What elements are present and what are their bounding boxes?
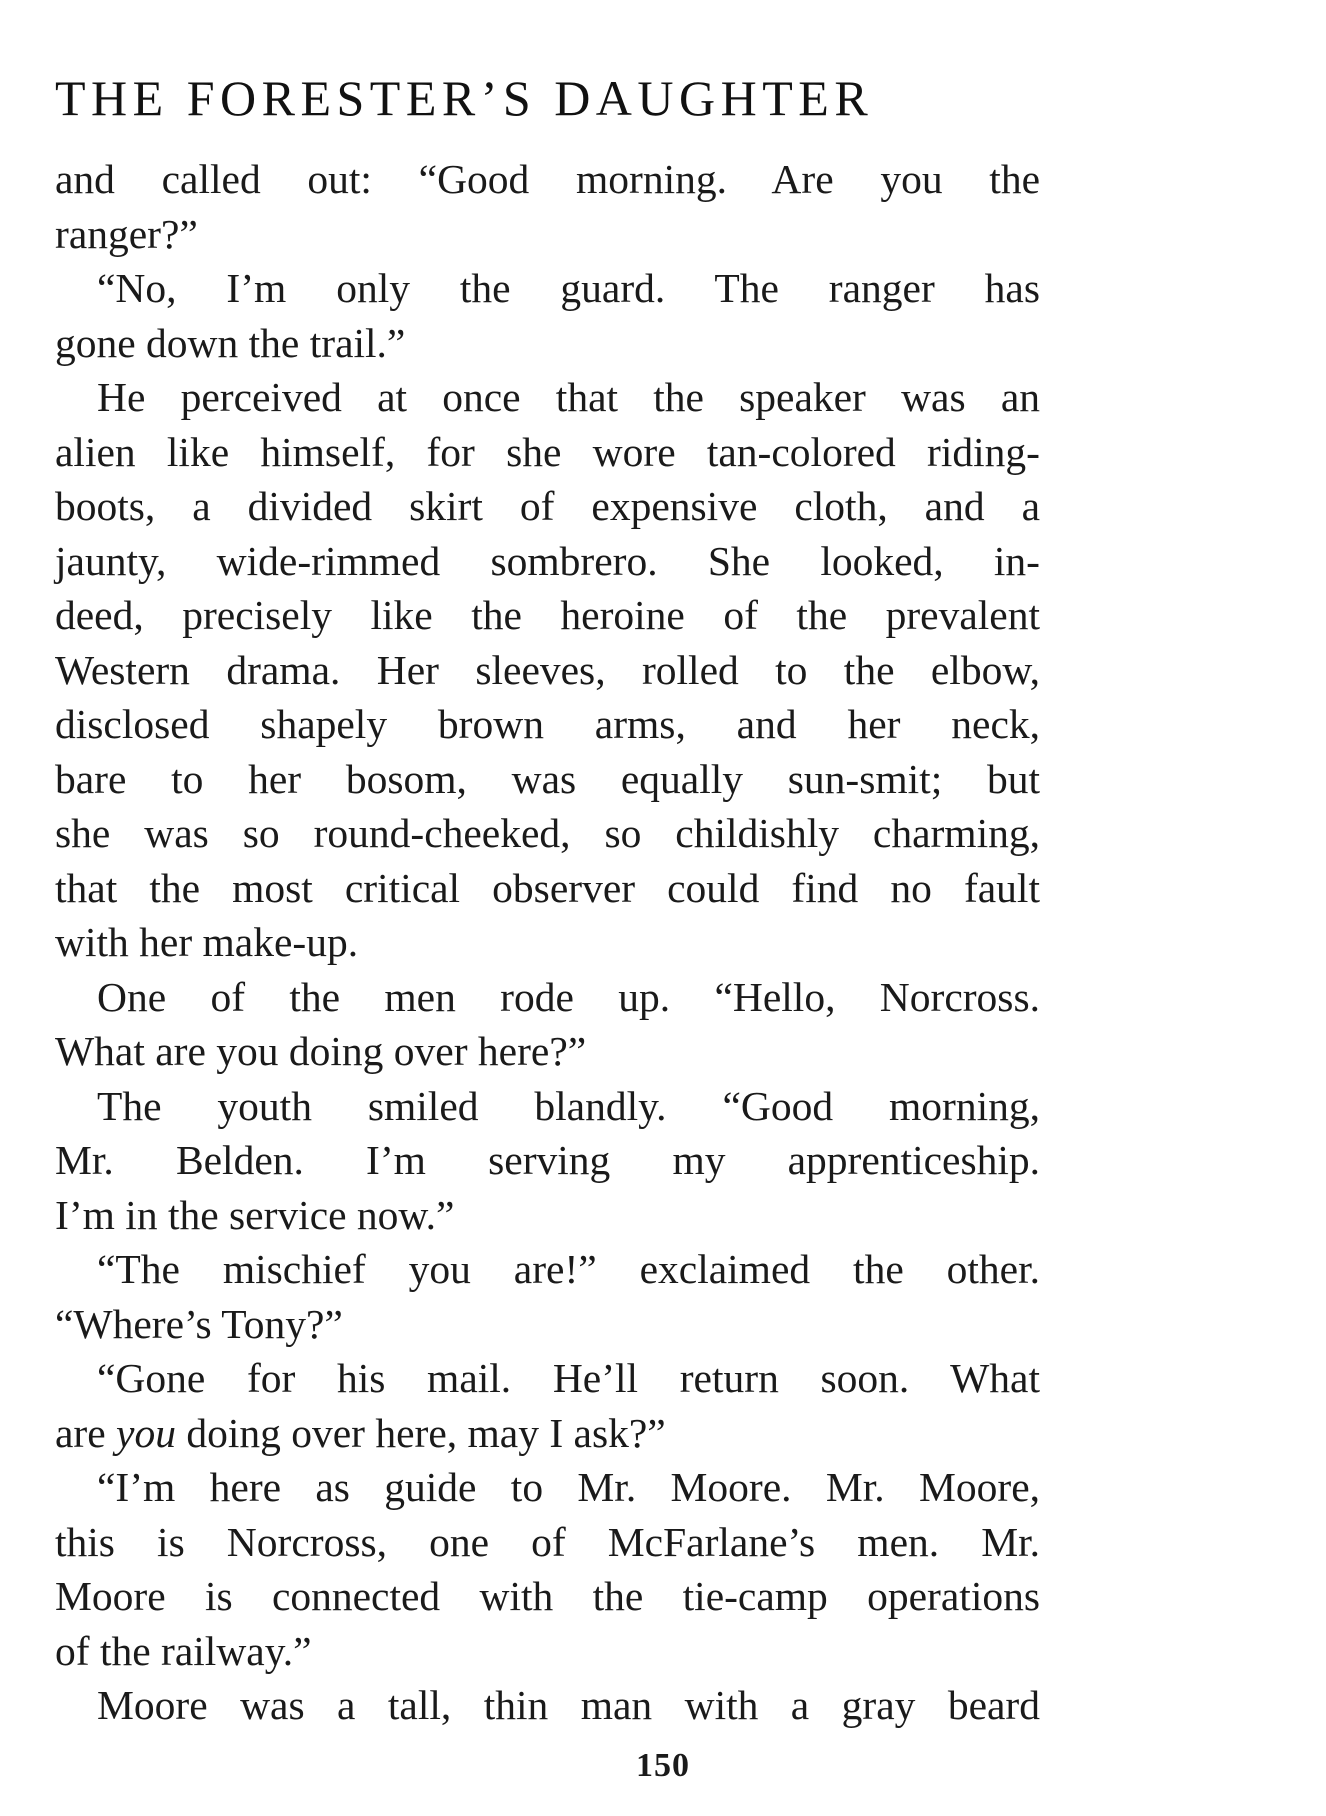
text-line: One of the men rode up. “Hello, Norcross. [97, 973, 1040, 1020]
text-segment: doing over here, may I ask?” [175, 1409, 666, 1456]
text-line: gone down the trail.” [55, 319, 406, 366]
text-line: Moore was a tall, thin man with a gray beard [97, 1682, 1040, 1728]
text-line: “Where’s Tony?” [55, 1300, 343, 1347]
text-line: boots, a divided skirt of expensive cloth, and a [55, 483, 1040, 529]
text-line: “The mischief you are!” exclaimed the other. [97, 1246, 1040, 1292]
page-number: 150 [636, 1747, 690, 1784]
text-line: alien like himself, for she wore tan-colored riding- [55, 428, 1040, 475]
italic-emphasis: you [116, 1409, 176, 1456]
text-line: she was so round-cheeked, so childishly charming, [55, 810, 1040, 856]
running-title: THE FORESTER’S DAUGHTER [55, 70, 874, 126]
text-line: that the most critical observer could find no fault [55, 864, 1040, 911]
text-line: and called out: “Good morning. Are you the [55, 156, 1040, 202]
body-text [55, 152, 1040, 1733]
text-line: What are you doing over here?” [55, 1028, 587, 1074]
text-line: The youth smiled blandly. “Good morning, [97, 1082, 1040, 1129]
text-line: disclosed shapely brown arms, and her neck, [55, 701, 1040, 747]
text-line: “No, I’m only the guard. The ranger has [97, 265, 1040, 311]
text-line: “I’m here as guide to Mr. Moore. Mr. Moore, [97, 1464, 1040, 1510]
text-line: this is Norcross, one of McFarlane’s men. Mr. [55, 1518, 1040, 1565]
text-line: deed, precisely like the heroine of the prevalent [55, 592, 1040, 638]
text-line: jaunty, wide-rimmed sombrero. She looked, in- [55, 537, 1040, 584]
text-line: “Gone for his mail. He’ll return soon. What [97, 1355, 1040, 1401]
text-line: of the railway.” [55, 1627, 312, 1674]
text-line: I’m in the service now.” [55, 1191, 455, 1238]
text-line: Mr. Belden. I’m serving my apprenticeship. [55, 1137, 1040, 1183]
text-line: Western drama. Her sleeves, rolled to the elbow, [55, 646, 1040, 693]
text-line: with her make-up. [55, 919, 359, 965]
text-segment: are [55, 1409, 117, 1456]
text-line: ranger?” [55, 210, 198, 257]
text-line: He perceived at once that the speaker was an [97, 374, 1040, 420]
text-line: bare to her bosom, was equally sun-smit; but [55, 755, 1040, 802]
text-line [55, 1406, 1040, 1461]
text-line: Moore is connected with the tie-camp operations [55, 1573, 1040, 1619]
